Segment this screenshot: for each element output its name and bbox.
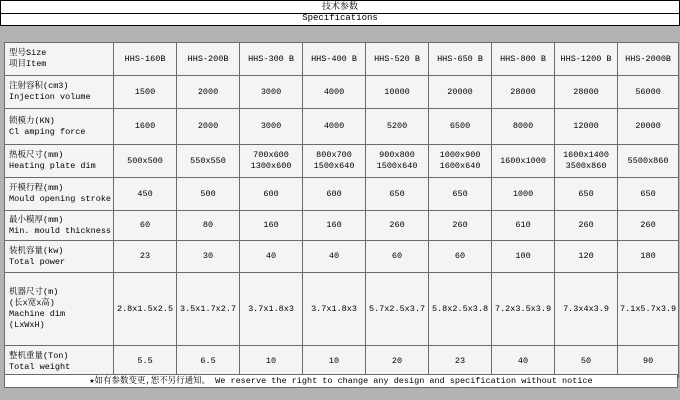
model-header: HHS-400 B: [303, 43, 366, 76]
value-line: 40: [265, 251, 277, 261]
value-cell: [366, 109, 429, 145]
value-cell: [114, 109, 177, 145]
top-gray-band: [0, 26, 680, 40]
value-line: 50: [580, 356, 592, 366]
row-label: [5, 76, 114, 109]
row-label-cn: 最小模厚(mm): [9, 214, 64, 225]
value-cell: [618, 76, 679, 109]
table-row: [5, 145, 679, 178]
value-line: 6500: [449, 121, 471, 131]
value-cell: [429, 145, 492, 178]
table-row: [5, 109, 679, 145]
value-line: 550x550: [190, 155, 226, 166]
row-label-cn: 装机容量(kw): [9, 245, 64, 256]
value-line: 60: [391, 251, 403, 261]
value-line: 5.5: [137, 356, 153, 366]
value-line: 20: [391, 356, 403, 366]
value-cell: [177, 241, 240, 273]
header-row: [5, 43, 679, 76]
value-line: 1600x1400: [563, 150, 609, 160]
value-cell: [555, 241, 618, 273]
value-cell: [240, 76, 303, 109]
title-band: [0, 0, 680, 26]
value-cell: [555, 178, 618, 211]
value-cell: [177, 109, 240, 145]
table-row: [5, 211, 679, 241]
row-label: [5, 109, 114, 145]
value-cell: [177, 273, 240, 346]
value-cell: [429, 241, 492, 273]
value-cell: [303, 145, 366, 178]
value-cell: [177, 145, 240, 178]
value-cell: [240, 211, 303, 241]
value-cell: [429, 178, 492, 211]
value-cell: [240, 241, 303, 273]
value-cell: [618, 109, 679, 145]
value-cell: [555, 346, 618, 378]
value-cell: [240, 346, 303, 378]
row-label: [5, 211, 114, 241]
value-cell: [303, 273, 366, 346]
value-cell: [240, 109, 303, 145]
value-line: 1500x640: [313, 161, 355, 171]
value-line: 1000: [512, 188, 534, 199]
model-header: HHS-200B: [177, 43, 240, 76]
value-line: 650: [578, 188, 594, 199]
row-label-cn: 开模行程(mm): [9, 183, 64, 193]
value-line: 260: [578, 220, 594, 230]
model-header: HHS-160B: [114, 43, 177, 76]
value-line: 30: [202, 251, 214, 261]
row-label-en: Cl amping force: [9, 126, 86, 137]
model-header: HHS-2000B: [618, 43, 679, 76]
row-label: [5, 178, 114, 211]
row-label-cn: 整机重量(Ton): [9, 350, 69, 361]
value-line: 3.7x1.8x3: [248, 303, 294, 314]
value-line: 60: [454, 251, 466, 261]
value-line: 80: [202, 220, 214, 230]
value-cell: [555, 109, 618, 145]
value-line: 900x800: [379, 150, 415, 160]
value-line: 90: [642, 356, 654, 366]
table-row: [5, 346, 679, 378]
header-label-item: 项目Item: [9, 59, 47, 69]
value-line: 260: [452, 220, 468, 230]
value-line: 5.7x2.5x3.7: [368, 303, 426, 314]
value-cell: [303, 346, 366, 378]
value-line: 5500x860: [627, 155, 669, 166]
value-cell: [366, 273, 429, 346]
value-cell: [492, 178, 555, 211]
value-cell: [429, 211, 492, 241]
value-line: 180: [640, 251, 656, 261]
value-cell: [618, 145, 679, 178]
model-header: HHS-800 B: [492, 43, 555, 76]
value-line: 700x600: [253, 150, 289, 160]
title-chinese: 技术参数: [1, 1, 679, 14]
value-line: 1300x600: [250, 161, 292, 171]
row-label-en: Injection volume: [9, 92, 91, 102]
value-line: 500: [200, 188, 216, 199]
value-cell: [303, 241, 366, 273]
header-label-cell: [5, 43, 114, 76]
model-header: HHS-520 B: [366, 43, 429, 76]
header-label-size: 型号Size: [9, 48, 47, 58]
value-line: 2.8x1.5x2.5: [116, 303, 174, 314]
value-line: 7.2x3.5x3.9: [494, 303, 552, 314]
value-cell: [618, 211, 679, 241]
value-cell: [555, 76, 618, 109]
value-line: 650: [389, 188, 405, 199]
value-cell: [618, 241, 679, 273]
value-cell: [114, 346, 177, 378]
value-cell: [303, 76, 366, 109]
value-cell: [114, 178, 177, 211]
value-cell: [492, 109, 555, 145]
value-line: 160: [326, 220, 342, 230]
value-cell: [114, 145, 177, 178]
value-cell: [114, 273, 177, 346]
value-line: 10: [265, 356, 277, 366]
value-cell: [492, 211, 555, 241]
value-line: 3.5x1.7x2.7: [179, 303, 237, 314]
row-label: [5, 241, 114, 273]
value-cell: [240, 273, 303, 346]
value-line: 40: [517, 356, 529, 366]
value-line: 10: [328, 356, 340, 366]
value-line: 3000: [260, 86, 282, 97]
row-label-en: Total weight: [9, 361, 71, 372]
value-line: 2000: [197, 86, 219, 97]
value-line: 60: [139, 220, 151, 230]
value-line: 650: [452, 188, 468, 199]
value-line: 100: [515, 251, 531, 261]
value-line: 2000: [197, 121, 219, 131]
value-cell: [555, 273, 618, 346]
value-cell: [114, 241, 177, 273]
value-line: 1000x900: [439, 150, 481, 160]
value-cell: [177, 346, 240, 378]
value-cell: [429, 346, 492, 378]
value-line: 1600: [134, 121, 156, 131]
row-label-cn2: (长x宽x高): [9, 298, 55, 308]
table-row: [5, 178, 679, 211]
model-header: HHS-300 B: [240, 43, 303, 76]
value-cell: [366, 178, 429, 211]
value-line: 20000: [635, 121, 661, 131]
model-header: HHS-1200 B: [555, 43, 618, 76]
value-line: 7.1x5.7x3.9: [620, 303, 677, 314]
value-line: 120: [578, 251, 594, 261]
value-cell: [429, 273, 492, 346]
table-row: [5, 76, 679, 109]
value-cell: [618, 346, 679, 378]
value-cell: [492, 145, 555, 178]
value-line: 5200: [386, 121, 408, 131]
value-cell: [303, 211, 366, 241]
value-line: 10000: [384, 86, 410, 97]
value-line: 1500x640: [376, 161, 418, 171]
value-line: 7.3x4x3.9: [563, 303, 609, 314]
value-cell: [555, 211, 618, 241]
spec-table: [4, 42, 679, 378]
value-cell: [240, 178, 303, 211]
value-line: 20000: [447, 86, 473, 97]
value-cell: [177, 178, 240, 211]
row-label-cn: 热板尺寸(mm): [9, 150, 64, 160]
table-row: [5, 241, 679, 273]
value-cell: [429, 109, 492, 145]
value-cell: [492, 346, 555, 378]
value-line: 160: [263, 220, 279, 230]
row-label-en2: (LxWxH): [9, 320, 45, 330]
value-line: 450: [137, 188, 153, 199]
value-cell: [429, 76, 492, 109]
value-line: 650: [640, 188, 656, 199]
value-line: 500x500: [127, 155, 163, 166]
footnote: ★如有参数变更,恕不另行通知。 We reserve the right to change any design and specification without notice: [4, 374, 678, 388]
value-line: 6.5: [200, 356, 216, 366]
row-label: [5, 145, 114, 178]
value-line: 1600x1000: [500, 155, 546, 166]
value-line: 600: [326, 188, 342, 199]
value-cell: [618, 273, 679, 346]
value-line: 600: [263, 188, 279, 199]
value-cell: [366, 346, 429, 378]
value-line: 610: [515, 220, 531, 230]
row-label: [5, 346, 114, 378]
model-header: HHS-650 B: [429, 43, 492, 76]
value-line: 23: [139, 251, 151, 261]
value-cell: [303, 109, 366, 145]
row-label-en: Mould opening stroke: [9, 194, 112, 204]
row-label-en: Heating plate dim: [9, 161, 96, 171]
value-cell: [366, 145, 429, 178]
row-label-en: Machine dim: [9, 309, 66, 319]
value-line: 23: [454, 356, 466, 366]
value-cell: [492, 273, 555, 346]
value-line: 8000: [512, 121, 534, 131]
value-line: 28000: [573, 86, 599, 97]
value-line: 3500x860: [565, 161, 607, 171]
value-cell: [240, 145, 303, 178]
value-line: 260: [389, 220, 405, 230]
value-line: 4000: [323, 86, 345, 97]
value-cell: [618, 178, 679, 211]
value-line: 4000: [323, 121, 345, 131]
value-line: 56000: [635, 86, 661, 97]
value-cell: [366, 76, 429, 109]
value-cell: [366, 241, 429, 273]
row-label-en: Total power: [9, 256, 66, 267]
table-row: [5, 273, 679, 346]
value-line: 40: [328, 251, 340, 261]
value-cell: [555, 145, 618, 178]
value-cell: [303, 178, 366, 211]
value-line: 1500: [134, 86, 156, 97]
row-label: [5, 273, 114, 346]
value-cell: [177, 76, 240, 109]
value-line: 1600x640: [439, 161, 481, 171]
value-cell: [114, 76, 177, 109]
value-cell: [492, 76, 555, 109]
value-line: 260: [640, 220, 656, 230]
title-english: Specifications: [302, 13, 378, 23]
value-cell: [492, 241, 555, 273]
row-label-cn: 锁模力(KN): [9, 115, 55, 126]
value-cell: [114, 211, 177, 241]
value-line: 3.7x1.8x3: [311, 303, 357, 314]
row-label-cn: 机器尺寸(m): [9, 287, 59, 297]
row-label-en: Min. mould thickness: [9, 225, 112, 236]
value-cell: [177, 211, 240, 241]
value-line: 800x700: [316, 150, 352, 160]
value-line: 5.8x2.5x3.8: [431, 303, 489, 314]
row-label-cn: 注射容积(cm3): [9, 81, 69, 91]
value-cell: [366, 211, 429, 241]
value-line: 3000: [260, 121, 282, 131]
value-line: 28000: [510, 86, 536, 97]
value-line: 12000: [573, 121, 599, 131]
